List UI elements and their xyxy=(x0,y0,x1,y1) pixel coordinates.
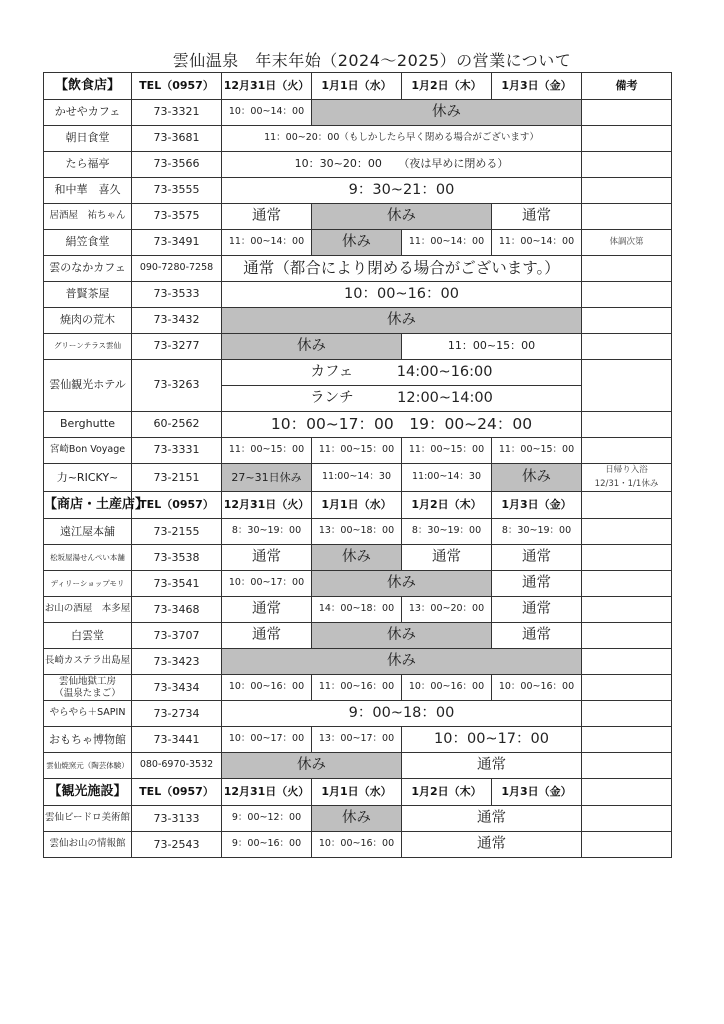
hours-cell: 11：00~20：00（もしかしたら早く閉める場合がございます） xyxy=(222,126,582,152)
closed-cell: 休み xyxy=(222,308,582,334)
page-title: 雲仙温泉 年末年始（2024～2025）の営業について xyxy=(172,51,572,70)
hours-cell: 通常 xyxy=(222,623,312,649)
table-row xyxy=(44,282,672,308)
hours-cell: 10：00~16：00 xyxy=(312,832,402,858)
table-row xyxy=(44,519,672,545)
phone-number: 73-3263 xyxy=(132,360,222,412)
section-title: 【観光施設】 xyxy=(44,779,132,806)
note-cell xyxy=(582,204,672,230)
table-row xyxy=(44,360,672,386)
note-cell xyxy=(582,806,672,832)
phone-number: 73-2155 xyxy=(132,519,222,545)
phone-number: 73-3566 xyxy=(132,152,222,178)
hours-cell: 10：00~14：00 xyxy=(222,100,312,126)
hours-cell: 通常（都合により閉める場合がございます。） xyxy=(222,256,582,282)
section-header-row xyxy=(44,73,672,100)
hours-cell: 通常 xyxy=(492,571,582,597)
hours-cell: 11：00~15：00 xyxy=(222,438,312,464)
note-cell xyxy=(582,412,672,438)
hours-cell: 10：00~16：00 xyxy=(492,675,582,701)
phone-number: 60-2562 xyxy=(132,412,222,438)
phone-number: 73-3331 xyxy=(132,438,222,464)
note-cell xyxy=(582,545,672,571)
table-row xyxy=(44,438,672,464)
shop-name: やらやら＋SAPIN xyxy=(44,701,132,727)
note-cell xyxy=(582,360,672,412)
table-row xyxy=(44,152,672,178)
phone-number: 73-3423 xyxy=(132,649,222,675)
table-row xyxy=(44,571,672,597)
note-cell xyxy=(582,334,672,360)
table-row xyxy=(44,623,672,649)
shop-name: 普賢茶屋 xyxy=(44,282,132,308)
hours-cell: 10：00~17：00 xyxy=(402,727,582,753)
table-row xyxy=(44,334,672,360)
hours-cell: 13：00~17：00 xyxy=(312,727,402,753)
hours-cell: ランチ 12:00~14:00 xyxy=(222,386,582,412)
note-cell xyxy=(582,571,672,597)
note-cell xyxy=(582,701,672,727)
shop-name: 雲仙地獄工房 （温泉たまご） xyxy=(44,675,132,701)
note-cell xyxy=(582,753,672,779)
table-row xyxy=(44,126,672,152)
note-cell xyxy=(582,282,672,308)
phone-number: 73-3321 xyxy=(132,100,222,126)
day-header: 1月3日（金） xyxy=(492,492,582,519)
note-cell xyxy=(582,727,672,753)
phone-number: 73-3555 xyxy=(132,178,222,204)
table-row xyxy=(44,806,672,832)
table-row xyxy=(44,649,672,675)
note-cell xyxy=(582,178,672,204)
phone-number: 73-3277 xyxy=(132,334,222,360)
note-cell xyxy=(582,519,672,545)
phone-number: 73-2151 xyxy=(132,464,222,492)
note-cell: 体調次第 xyxy=(582,230,672,256)
table-row xyxy=(44,204,672,230)
phone-number: 73-3681 xyxy=(132,126,222,152)
closed-cell: 休み xyxy=(492,464,582,492)
table-row xyxy=(44,597,672,623)
shop-name: 松坂屋湯せんぺい本舗 xyxy=(44,545,132,571)
shop-name: Berghutte xyxy=(44,412,132,438)
phone-number: 73-3575 xyxy=(132,204,222,230)
closed-cell: 休み xyxy=(312,806,402,832)
hours-cell: 14：00~18：00 xyxy=(312,597,402,623)
table-row xyxy=(44,464,672,492)
shop-name: 雲のなかカフェ xyxy=(44,256,132,282)
table-row xyxy=(44,178,672,204)
shop-name: 焼肉の荒木 xyxy=(44,308,132,334)
hours-cell: 10：00~17：00 xyxy=(222,571,312,597)
phone-number: 73-3441 xyxy=(132,727,222,753)
phone-number: 73-3707 xyxy=(132,623,222,649)
hours-cell: 通常 xyxy=(492,204,582,230)
note-cell xyxy=(582,438,672,464)
hours-cell: 9：00~16：00 xyxy=(222,832,312,858)
hours-cell: 10：00~16：00 xyxy=(402,675,492,701)
shop-name: 雲仙焼窯元（陶芸体験） xyxy=(44,753,132,779)
closed-cell: 休み xyxy=(312,100,582,126)
tel-header: TEL（0957） xyxy=(132,779,222,806)
hours-cell: 通常 xyxy=(402,806,582,832)
note-cell: 日帰り入浴 12/31・1/1休み xyxy=(582,464,672,492)
shop-name: かせやカフェ xyxy=(44,100,132,126)
table-row xyxy=(44,753,672,779)
hours-cell: 通常 xyxy=(402,832,582,858)
section-header-row xyxy=(44,492,672,519)
day-header: 12月31日（火） xyxy=(222,73,312,100)
shop-name: たら福亭 xyxy=(44,152,132,178)
section-header-row xyxy=(44,779,672,806)
day-header: 1月3日（金） xyxy=(492,779,582,806)
hours-cell: 8：30~19：00 xyxy=(492,519,582,545)
day-header: 12月31日（火） xyxy=(222,492,312,519)
hours-cell: 9：00~12：00 xyxy=(222,806,312,832)
hours-cell: 13：00~18：00 xyxy=(312,519,402,545)
hours-cell: 10：00~17：00 xyxy=(222,727,312,753)
shop-name: 力~RICKY~ xyxy=(44,464,132,492)
note-cell xyxy=(582,100,672,126)
shop-name: 朝日食堂 xyxy=(44,126,132,152)
closed-cell: 休み xyxy=(312,230,402,256)
day-header: 1月2日（木） xyxy=(402,73,492,100)
hours-cell: 通常 xyxy=(492,623,582,649)
phone-number: 73-3491 xyxy=(132,230,222,256)
shop-name: 長崎カステラ出島屋 xyxy=(44,649,132,675)
table-row xyxy=(44,727,672,753)
day-header: 1月1日（水） xyxy=(312,779,402,806)
hours-cell: 通常 xyxy=(402,545,492,571)
day-header: 1月2日（木） xyxy=(402,492,492,519)
shop-name: 雲仙お山の情報館 xyxy=(44,832,132,858)
shop-name: 雲仙ビードロ美術館 xyxy=(44,806,132,832)
note-cell xyxy=(582,256,672,282)
hours-cell: 9：00~18：00 xyxy=(222,701,582,727)
phone-number: 73-3468 xyxy=(132,597,222,623)
day-header: 1月1日（水） xyxy=(312,492,402,519)
hours-cell: 11：00~15：00 xyxy=(402,334,582,360)
shop-name: グリーンテラス雲仙 xyxy=(44,334,132,360)
shop-name: ディリーショップモリ xyxy=(44,571,132,597)
hours-cell: 11：00~14：00 xyxy=(402,230,492,256)
day-header: 1月2日（木） xyxy=(402,779,492,806)
hours-cell: 11：00~16：00 xyxy=(312,675,402,701)
table-row xyxy=(44,832,672,858)
phone-number: 73-3533 xyxy=(132,282,222,308)
hours-cell: 通常 xyxy=(402,753,582,779)
shop-name: 白雲堂 xyxy=(44,623,132,649)
phone-number: 080-6970-3532 xyxy=(132,753,222,779)
note-cell xyxy=(582,308,672,334)
phone-number: 73-3538 xyxy=(132,545,222,571)
phone-number: 090-7280-7258 xyxy=(132,256,222,282)
closed-cell: 休み xyxy=(222,753,402,779)
note-cell xyxy=(582,623,672,649)
hours-cell: 13：00~20：00 xyxy=(402,597,492,623)
table-row xyxy=(44,412,672,438)
hours-cell: 通常 xyxy=(492,597,582,623)
shop-name: 和中華 喜久 xyxy=(44,178,132,204)
hours-cell: 11:00~14：30 xyxy=(312,464,402,492)
hours-cell: 10：00~16：00 xyxy=(222,282,582,308)
phone-number: 73-2734 xyxy=(132,701,222,727)
hours-cell: 11：00~14：00 xyxy=(222,230,312,256)
hours-cell: 11：00~15：00 xyxy=(312,438,402,464)
hours-cell: 9：30~21：00 xyxy=(222,178,582,204)
table-row xyxy=(44,308,672,334)
table-row xyxy=(44,256,672,282)
phone-number: 73-3434 xyxy=(132,675,222,701)
note-cell xyxy=(582,832,672,858)
section-title: 【飲食店】 xyxy=(44,73,132,100)
hours-cell: 10：00~17：00 19：00~24：00 xyxy=(222,412,582,438)
day-header: 12月31日（火） xyxy=(222,779,312,806)
phone-number: 73-3133 xyxy=(132,806,222,832)
note-cell xyxy=(582,649,672,675)
note-header xyxy=(582,492,672,519)
phone-number: 73-2543 xyxy=(132,832,222,858)
shop-name: お山の酒屋 本多屋 xyxy=(44,597,132,623)
hours-cell: 通常 xyxy=(222,204,312,230)
note-cell xyxy=(582,675,672,701)
hours-cell: 通常 xyxy=(222,597,312,623)
shop-name: 遠江屋本舗 xyxy=(44,519,132,545)
note-header: 備考 xyxy=(582,73,672,100)
table-row xyxy=(44,230,672,256)
shop-name: 絹笠食堂 xyxy=(44,230,132,256)
closed-cell: 休み xyxy=(222,334,402,360)
business-hours-table xyxy=(43,72,672,858)
shop-name: 宮崎Bon Voyage xyxy=(44,438,132,464)
note-header xyxy=(582,779,672,806)
tel-header: TEL（0957） xyxy=(132,492,222,519)
phone-number: 73-3432 xyxy=(132,308,222,334)
closed-cell: 休み xyxy=(312,623,492,649)
hours-cell: 8：30~19：00 xyxy=(222,519,312,545)
shop-name: 雲仙観光ホテル xyxy=(44,360,132,412)
closed-cell: 休み xyxy=(312,545,402,571)
hours-cell: カフェ 14:00~16:00 xyxy=(222,360,582,386)
hours-cell: 11：00~14：00 xyxy=(492,230,582,256)
tel-header: TEL（0957） xyxy=(132,73,222,100)
hours-cell: 通常 xyxy=(222,545,312,571)
hours-cell: 8：30~19：00 xyxy=(402,519,492,545)
closed-cell: 27~31日休み xyxy=(222,464,312,492)
note-cell xyxy=(582,597,672,623)
note-cell xyxy=(582,126,672,152)
hours-cell: 10：30~20：00 （夜は早めに閉める） xyxy=(222,152,582,178)
shop-name: おもちゃ博物館 xyxy=(44,727,132,753)
hours-cell: 11：00~15：00 xyxy=(402,438,492,464)
phone-number: 73-3541 xyxy=(132,571,222,597)
closed-cell: 休み xyxy=(312,571,492,597)
hours-cell: 11:00~14：30 xyxy=(402,464,492,492)
hours-cell: 10：00~16：00 xyxy=(222,675,312,701)
day-header: 1月3日（金） xyxy=(492,73,582,100)
hours-cell: 11：00~15：00 xyxy=(492,438,582,464)
table-row xyxy=(44,675,672,701)
day-header: 1月1日（水） xyxy=(312,73,402,100)
table-row xyxy=(44,100,672,126)
table-row xyxy=(44,545,672,571)
table-row xyxy=(44,701,672,727)
hours-cell: 通常 xyxy=(492,545,582,571)
shop-name: 居酒屋 祐ちゃん xyxy=(44,204,132,230)
note-cell xyxy=(582,152,672,178)
section-title: 【商店・土産店】 xyxy=(44,492,132,519)
closed-cell: 休み xyxy=(222,649,582,675)
closed-cell: 休み xyxy=(312,204,492,230)
